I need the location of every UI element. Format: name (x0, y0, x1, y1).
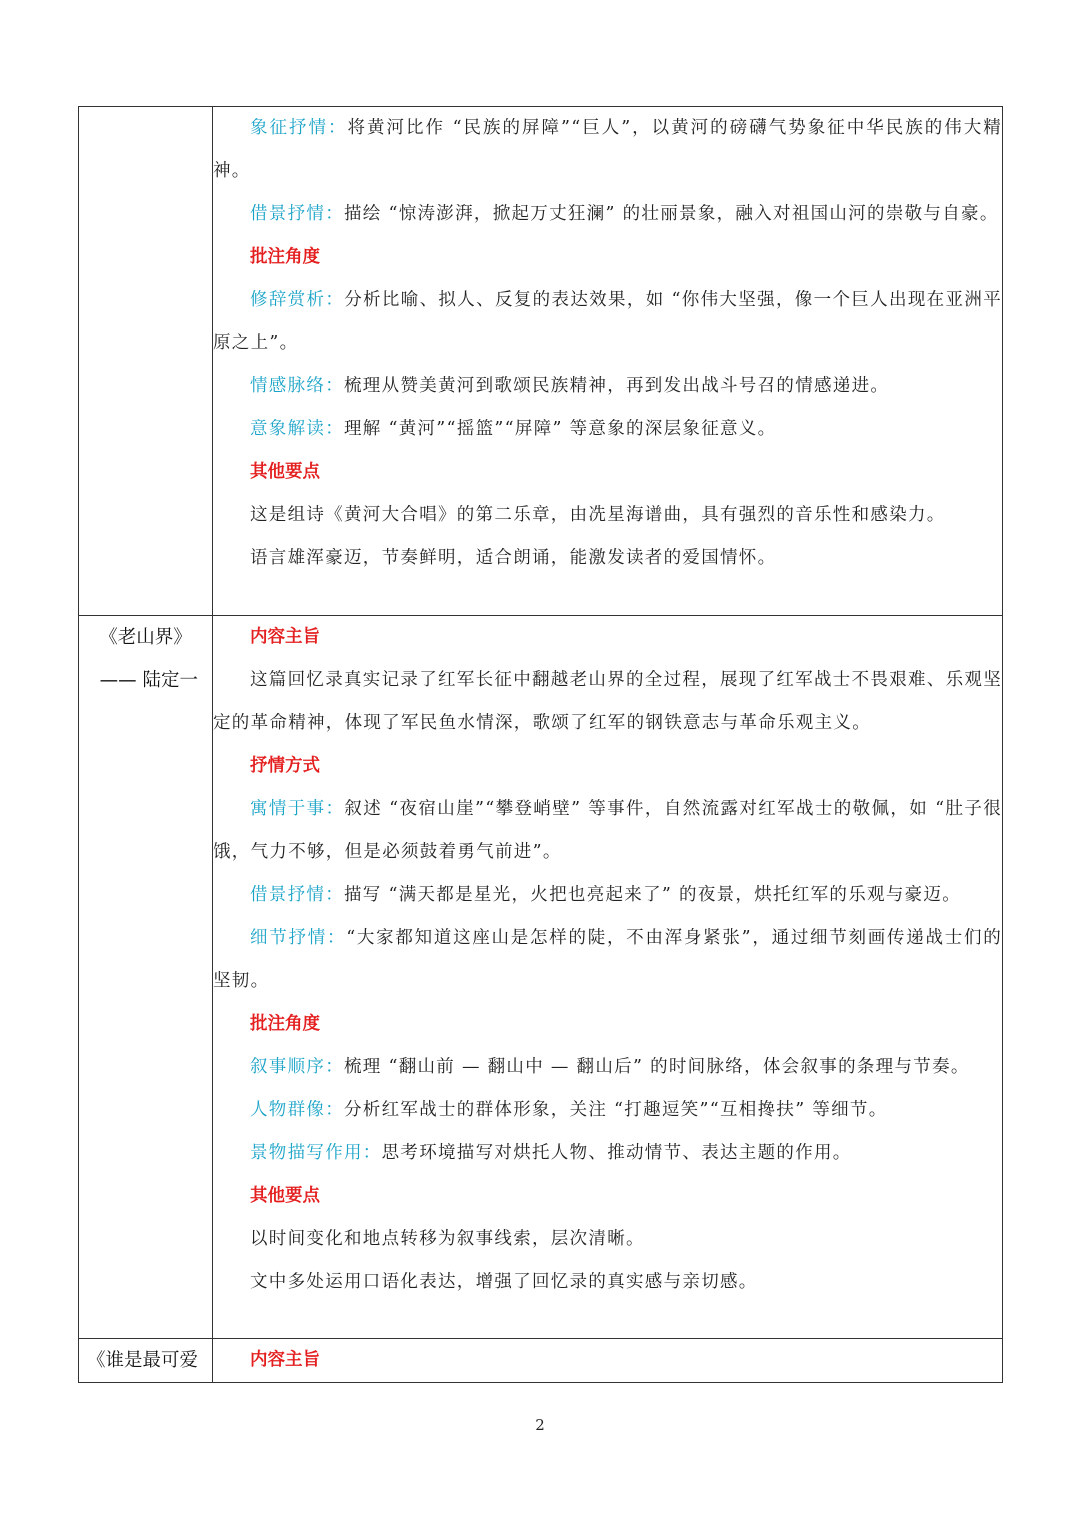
section-heading: 批注角度 (250, 1014, 320, 1034)
paragraph (213, 659, 1002, 745)
paragraph-text: 这是组诗《黄河大合唱》的第二乐章，由冼星海谱曲，具有强烈的音乐性和感染力。 (250, 505, 946, 525)
paragraph (213, 1261, 1002, 1304)
section-heading: 内容主旨 (250, 1350, 320, 1370)
subheading-label: 修辞赏析： (250, 290, 345, 310)
paragraph-text: 理解 “黄河”“摇篮”“屏障” 等意象的深层象征意义。 (344, 419, 777, 439)
paragraph-text: “大家都知道这座山是怎样的陡，不由浑身紧张”，通过细节刻画传递战士们的坚韧。 (213, 928, 1003, 991)
text-title-cell (79, 616, 213, 1339)
table-row (79, 107, 1003, 616)
subheading-label: 借景抒情： (250, 885, 344, 905)
paragraph-text: 以时间变化和地点转移为叙事线索，层次清晰。 (250, 1229, 645, 1249)
text-title-line: 《老山界》 (99, 627, 192, 648)
subheading-label: 寓情于事： (250, 799, 345, 819)
paragraph-text: 这篇回忆录真实记录了红军长征中翻越老山界的全过程，展现了红军战士不畏艰难、乐观坚定的革命精神，体现了军民鱼水情深，歌颂了红军的钢铁意志与革命乐观主义。 (213, 670, 1002, 733)
subheading-label: 细节抒情： (250, 928, 347, 948)
paragraph (213, 193, 1002, 236)
section-heading: 其他要点 (250, 462, 320, 482)
paragraph (213, 1089, 1002, 1132)
notes-cell (213, 107, 1003, 616)
paragraph-text: 文中多处运用口语化表达，增强了回忆录的真实感与亲切感。 (250, 1272, 758, 1292)
paragraph (213, 1132, 1002, 1175)
paragraph (213, 537, 1002, 580)
notes-cell (213, 1339, 1003, 1383)
paragraph (213, 788, 1002, 874)
subheading-label: 人物群像： (250, 1100, 344, 1120)
section-heading: 内容主旨 (250, 627, 320, 647)
paragraph (213, 494, 1002, 537)
paragraph-text: 思考环境描写对烘托人物、推动情节、表达主题的作用。 (381, 1143, 852, 1163)
paragraph (213, 1218, 1002, 1261)
table-row (79, 616, 1003, 1339)
paragraph-text: 叙述 “夜宿山崖”“攀登峭壁” 等事件，自然流露对红军战士的敬佩，如 “肚子很饿，气力不够，但是必须鼓着勇气前进”。 (213, 799, 1003, 862)
table-row (79, 1339, 1003, 1383)
section-heading: 抒情方式 (250, 756, 320, 776)
text-title-cell (79, 1339, 213, 1383)
section-heading: 其他要点 (250, 1186, 320, 1206)
paragraph-text: 将黄河比作 “民族的屏障”“巨人”，以黄河的磅礴气势象征中华民族的伟大精神。 (213, 118, 1002, 181)
paragraph-text: 描绘 “惊涛澎湃，掀起万丈狂澜” 的壮丽景象，融入对祖国山河的崇敬与自豪。 (344, 204, 999, 224)
subheading-label: 情感脉络： (250, 376, 344, 396)
paragraph (213, 365, 1002, 408)
paragraph (213, 1046, 1002, 1089)
text-title-line: 《谁是最可爱 (86, 1350, 198, 1371)
subheading-label: 象征抒情： (250, 118, 348, 138)
paragraph (213, 408, 1002, 451)
subheading-label: 借景抒情： (250, 204, 344, 224)
paragraph-text: 梳理从赞美黄河到歌颂民族精神，再到发出战斗号召的情感递进。 (344, 376, 890, 396)
notes-table (78, 106, 1003, 1383)
subheading-label: 叙事顺序： (250, 1057, 344, 1077)
text-title-cell (79, 107, 213, 616)
text-title-line: —— 陆定一 (99, 670, 198, 691)
notes-cell (213, 616, 1003, 1339)
page-number: 2 (535, 1416, 545, 1434)
subheading-label: 景物描写作用： (250, 1143, 382, 1163)
paragraph-text: 语言雄浑豪迈，节奏鲜明，适合朗诵，能激发读者的爱国情怀。 (250, 548, 777, 568)
paragraph (213, 917, 1002, 1003)
paragraph (213, 874, 1002, 917)
paragraph-text: 分析红军战士的群体形象，关注 “打趣逗笑”“互相搀扶” 等细节。 (344, 1100, 888, 1120)
paragraph-text: 分析比喻、拟人、反复的表达效果，如 “你伟大坚强，像一个巨人出现在亚洲平原之上”。 (213, 290, 1003, 353)
paragraph (213, 279, 1002, 365)
paragraph-text: 梳理 “翻山前 — 翻山中 — 翻山后” 的时间脉络，体会叙事的条理与节奏。 (344, 1057, 970, 1077)
section-heading: 批注角度 (250, 247, 320, 267)
subheading-label: 意象解读： (250, 419, 344, 439)
paragraph-text: 描写 “满天都是星光，火把也亮起来了” 的夜景，烘托红军的乐观与豪迈。 (344, 885, 962, 905)
paragraph (213, 107, 1002, 193)
